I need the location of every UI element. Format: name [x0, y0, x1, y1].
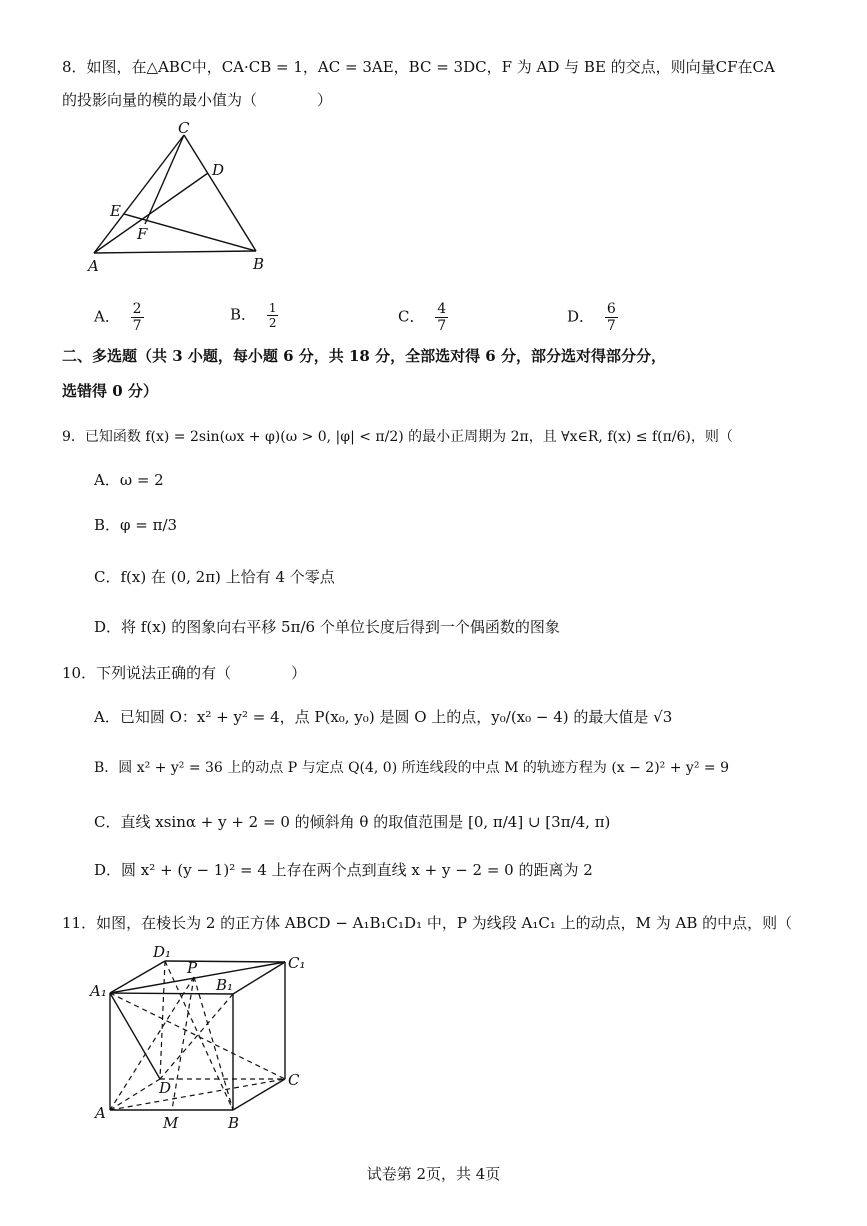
- q8-option-d: [567, 301, 618, 334]
- q8-label-b: B: [253, 255, 265, 273]
- q11-label-b1: B₁: [216, 976, 234, 994]
- q11-label-p: P: [187, 959, 198, 977]
- q8-label-d: D: [212, 161, 225, 179]
- q8-option-d-numerator: 6: [606, 301, 616, 317]
- q8-option-b-numerator: 1: [268, 301, 277, 315]
- q11-edge-a1b1: [110, 993, 233, 994]
- q8-label-c: C: [178, 120, 190, 137]
- q11-segment-b1d: [160, 994, 233, 1079]
- q10-stem: 10．下列说法正确的有（ ）: [62, 664, 307, 682]
- q8-stem-line2: 的投影向量的模的最小值为（ ）: [62, 91, 333, 109]
- q11-cube-figure: [85, 940, 315, 1140]
- q8-option-c-denominator: 7: [437, 318, 447, 334]
- q11-label-a1: A₁: [90, 982, 107, 1000]
- q11-edge-ad: [110, 1079, 160, 1110]
- q11-label-c1: C₁: [288, 954, 306, 972]
- q11-label-d1: D₁: [153, 943, 172, 961]
- q8-option-b-label: B．: [230, 305, 257, 324]
- q10-option-d: D．圆 x² + (y − 1)² = 4 上存在两个点到直线 x + y − 2 = 0 的距离为 2: [94, 861, 593, 879]
- section2-heading-line1: 二、多选题（共 3 小题，每小题 6 分，共 18 分，全部选对得 6 分，部分选对得部分分，: [62, 347, 666, 365]
- q8-side-ab: [94, 251, 256, 253]
- q8-option-a-label: A．: [94, 307, 120, 326]
- section2-heading-line2: 选错得 0 分）: [62, 382, 158, 400]
- q8-option-a: [94, 301, 144, 334]
- q9-option-c: C．f(x) 在 (0, 2π) 上恰有 4 个零点: [94, 568, 335, 586]
- q8-option-c-numerator: 4: [437, 301, 447, 317]
- q10-option-c: C．直线 xsinα + y + 2 = 0 的倾斜角 θ 的取值范围是 [0, π/4] ∪ [3π/4, π): [94, 813, 611, 831]
- q11-label-d: D: [159, 1079, 172, 1097]
- q11-label-a: A: [95, 1104, 106, 1122]
- q8-option-a-denominator: 7: [132, 318, 142, 334]
- q11-edge-d1c1: [165, 961, 285, 962]
- q8-option-b: [230, 301, 278, 330]
- q8-label-e: E: [110, 202, 121, 220]
- q8-stem-line1: 8．如图，在△ABC中，CA·CB = 1，AC = 3AE，BC = 3DC，F 为 AD 与 BE 的交点，则向量CF在CA: [62, 58, 775, 76]
- q11-label-m: M: [163, 1114, 179, 1132]
- q9-option-b: B．φ = π/3: [94, 516, 178, 534]
- q9-option-d: D．将 f(x) 的图象向右平移 5π/6 个单位长度后得到一个偶函数的图象: [94, 618, 560, 636]
- q8-triangle-figure: [80, 120, 290, 280]
- q8-option-d-label: D．: [567, 307, 595, 326]
- q8-label-f: F: [137, 225, 148, 243]
- q9-stem: 9．已知函数 f(x) = 2sin(ωx + φ)(ω > 0, |φ| < π/2) 的最小正周期为 2π，且 ∀x∈R, f(x) ≤ f(π/6)，则（: [62, 429, 733, 445]
- q8-option-d-denominator: 7: [606, 318, 616, 334]
- q8-label-a: A: [88, 257, 99, 275]
- q9-option-a: A．ω = 2: [94, 471, 164, 489]
- q8-option-c-label: C．: [398, 307, 425, 326]
- q8-option-c: [398, 301, 448, 334]
- q11-segment-pb: [194, 977, 233, 1110]
- q11-stem: 11．如图，在棱长为 2 的正方体 ABCD − A₁B₁C₁D₁ 中，P 为线段 A₁C₁ 上的动点，M 为 AB 的中点，则（: [62, 914, 793, 932]
- q11-label-c: C: [288, 1071, 300, 1089]
- q10-option-b: B．圆 x² + y² = 36 上的动点 P 与定点 Q(4, 0) 所连线段的中点 M 的轨迹方程为 (x − 2)² + y² = 9: [94, 760, 729, 776]
- page-footer: 试卷第 2页，共 4页: [366, 1165, 501, 1183]
- q11-label-b: B: [228, 1114, 240, 1132]
- q8-option-a-numerator: 2: [132, 301, 142, 317]
- q11-edge-dd1: [160, 961, 165, 1079]
- q10-option-a: A．已知圆 O：x² + y² = 4，点 P(x₀, y₀) 是圆 O 上的点，y₀/(x₀ − 4) 的最大值是 √3: [94, 708, 673, 726]
- q8-option-b-denominator: 2: [268, 316, 277, 330]
- q11-edge-bc: [233, 1079, 285, 1110]
